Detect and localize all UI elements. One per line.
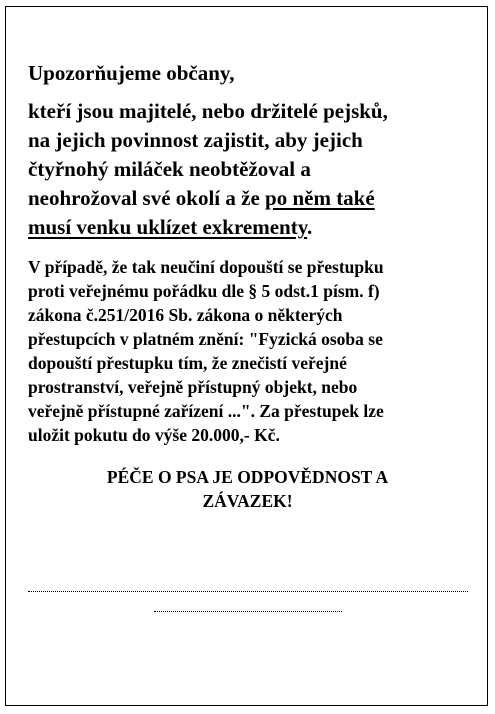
intro-underlined-text: po něm také — [265, 186, 375, 210]
notice-slogan — [6, 465, 489, 513]
signature-dotted-line-short — [154, 611, 342, 612]
notice-heading: Upozorňujeme občany, — [28, 61, 235, 85]
slogan-line: PÉČE O PSA JE ODPOVĚDNOST A — [106, 467, 389, 487]
signature-dotted-line — [28, 591, 468, 592]
notice-page — [5, 6, 488, 706]
intro-line — [28, 213, 478, 242]
intro-line: kteří jsou majitelé, nebo držitelé pejsků, — [28, 99, 388, 123]
notice-intro — [28, 97, 478, 242]
legal-line: V případě, že tak neučiní dopouští se přestupku — [28, 257, 384, 277]
legal-line: uložit pokutu do výše 20.000,- Kč. — [28, 425, 280, 445]
legal-line: proti veřejnému pořádku dle § 5 odst.1 písm. f) — [28, 281, 380, 301]
intro-end-punctuation: . — [307, 215, 313, 239]
intro-line: čtyřnohý miláček neobtěžoval a — [28, 157, 311, 181]
legal-line: přestupcích v platném znění: "Fyzická osoba se — [28, 329, 383, 349]
intro-line-text: neohrožoval své okolí a že — [28, 186, 266, 210]
intro-line — [28, 184, 478, 213]
intro-line: na jejich povinnost zajistit, aby jejich — [28, 128, 363, 152]
intro-underlined-text: musí venku uklízet exkrementy — [28, 215, 308, 239]
legal-line: veřejně přístupné zařízení ...". Za přestupek lze — [28, 401, 384, 421]
legal-line: prostranství, veřejně přístupný objekt, nebo — [28, 377, 358, 397]
legal-line: dopouští přestupku tím, že znečistí veřejné — [28, 353, 347, 373]
slogan-line: ZÁVAZEK! — [202, 491, 293, 511]
legal-line: zákona č.251/2016 Sb. zákona o některých — [28, 305, 343, 325]
notice-legal-text — [28, 255, 478, 447]
